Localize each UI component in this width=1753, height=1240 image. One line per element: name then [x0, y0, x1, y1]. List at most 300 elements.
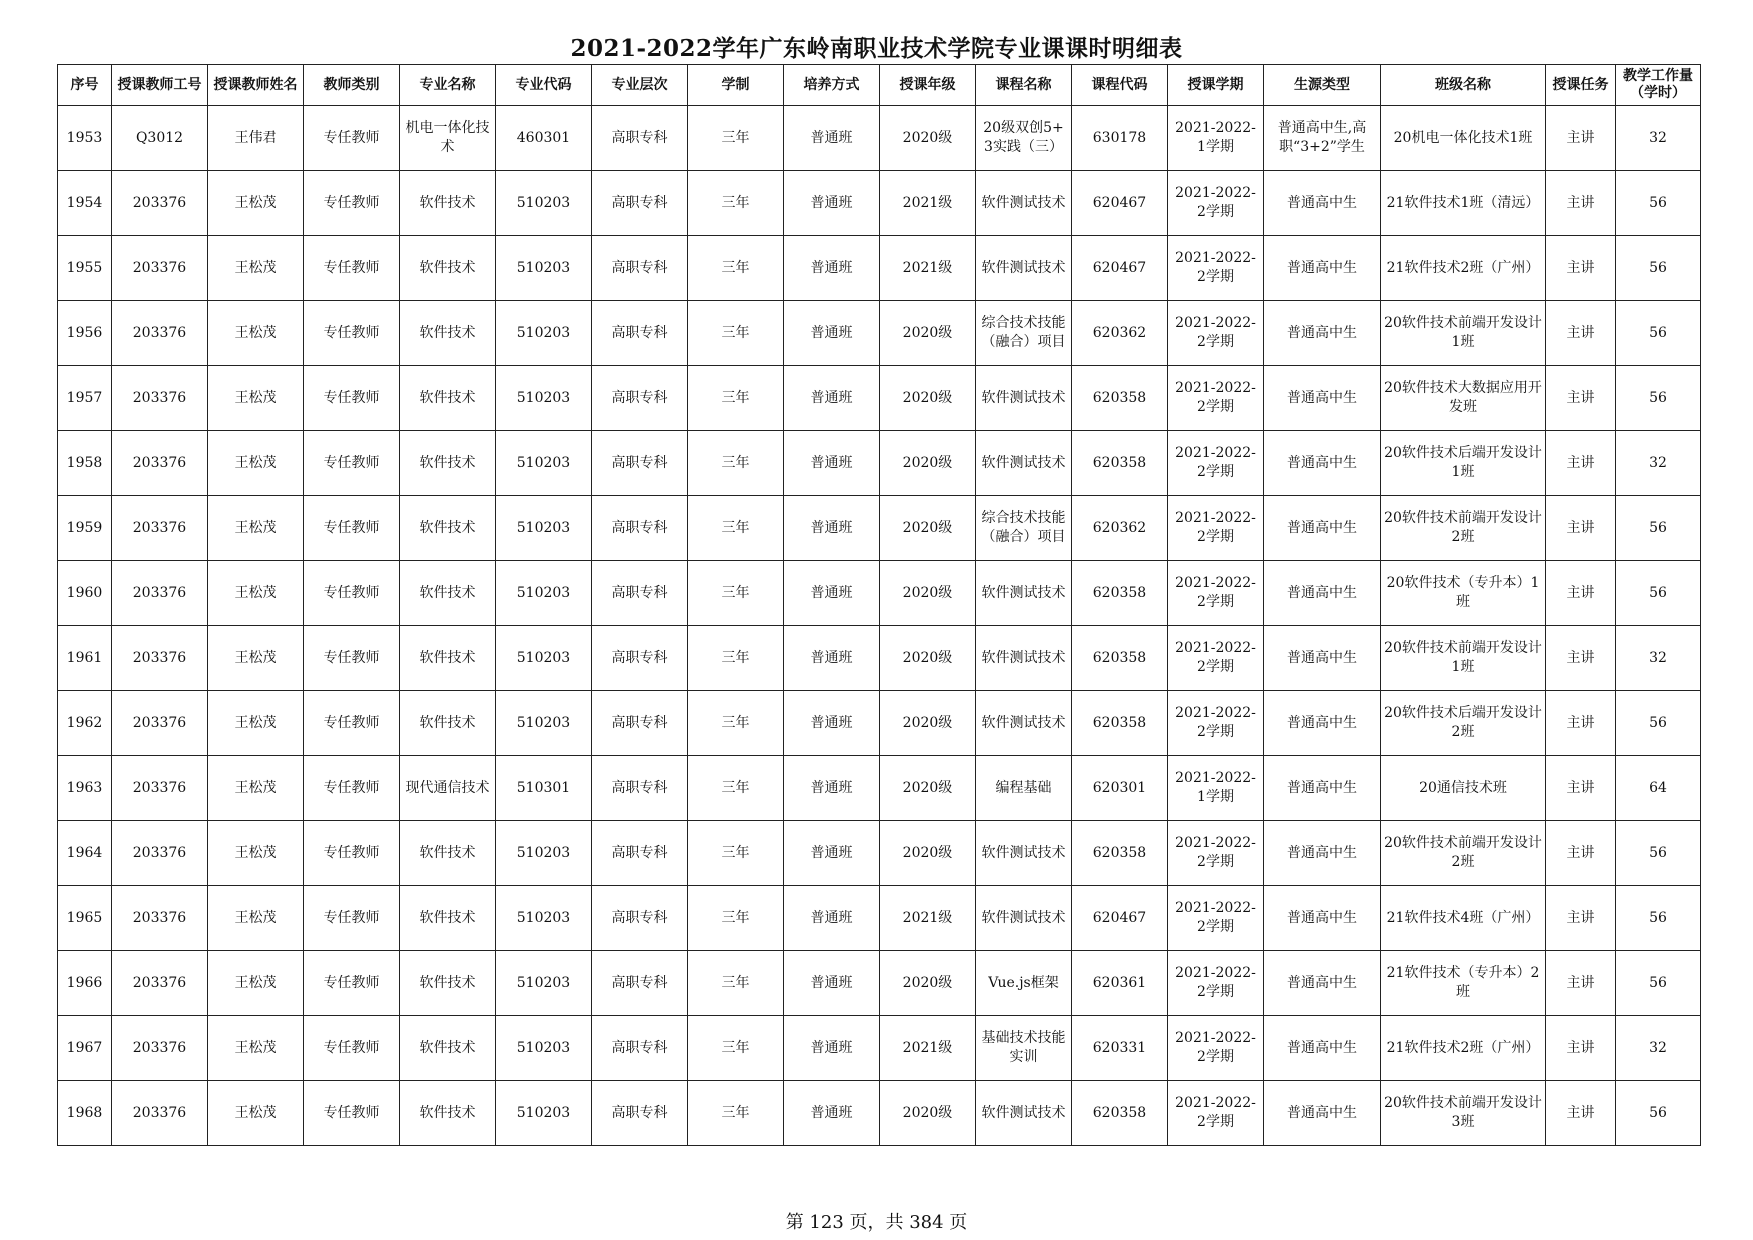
table-cell: 2020级 — [880, 1081, 976, 1146]
table-cell: 专任教师 — [304, 106, 400, 171]
table-cell: 2020级 — [880, 691, 976, 756]
table-cell: 专任教师 — [304, 886, 400, 951]
table-cell: 普通班 — [784, 106, 880, 171]
table-cell: 高职专科 — [592, 1081, 688, 1146]
table-cell: 主讲 — [1546, 171, 1616, 236]
table-cell: 510203 — [496, 691, 592, 756]
table-cell: 56 — [1616, 301, 1701, 366]
table-cell: 专任教师 — [304, 496, 400, 561]
table-cell: 1968 — [58, 1081, 112, 1146]
table-cell: 专任教师 — [304, 626, 400, 691]
table-cell: Vue.js框架 — [976, 951, 1072, 1016]
table-cell: 普通高中生 — [1264, 886, 1381, 951]
table-cell: 王松茂 — [208, 1081, 304, 1146]
table-row — [58, 171, 1701, 236]
table-cell: 软件技术 — [400, 496, 496, 561]
table-cell: 510203 — [496, 626, 592, 691]
table-cell: 203376 — [112, 496, 208, 561]
table-cell: 630178 — [1072, 106, 1168, 171]
table-cell: 现代通信技术 — [400, 756, 496, 821]
table-cell: 20软件技术后端开发设计2班 — [1381, 691, 1546, 756]
table-cell: 203376 — [112, 431, 208, 496]
table-cell: 三年 — [688, 236, 784, 301]
table-cell: 软件技术 — [400, 1081, 496, 1146]
table-cell: 2021-2022-2学期 — [1168, 236, 1264, 301]
table-cell: 专任教师 — [304, 431, 400, 496]
table-cell: 综合技术技能（融合）项目 — [976, 301, 1072, 366]
table-row — [58, 691, 1701, 756]
table-cell: 软件测试技术 — [976, 366, 1072, 431]
table-cell: 软件技术 — [400, 561, 496, 626]
table-cell: 高职专科 — [592, 561, 688, 626]
table-cell: 620358 — [1072, 561, 1168, 626]
table-cell: 普通高中生 — [1264, 756, 1381, 821]
table-cell: 三年 — [688, 561, 784, 626]
table-cell: 普通班 — [784, 1016, 880, 1081]
table-cell: 2021-2022-2学期 — [1168, 1016, 1264, 1081]
table-cell: 高职专科 — [592, 886, 688, 951]
table-cell: 高职专科 — [592, 171, 688, 236]
table-cell: 高职专科 — [592, 301, 688, 366]
table-cell: 510203 — [496, 951, 592, 1016]
table-cell: 普通高中生 — [1264, 366, 1381, 431]
table-row — [58, 366, 1701, 431]
table-cell: 主讲 — [1546, 431, 1616, 496]
table-cell: 王松茂 — [208, 691, 304, 756]
column-header: 班级名称 — [1381, 65, 1546, 106]
table-cell: 20软件技术前端开发设计1班 — [1381, 626, 1546, 691]
page-title: 2021-2022学年广东岭南职业技术学院专业课课时明细表 — [570, 35, 1183, 62]
table-cell: 620358 — [1072, 691, 1168, 756]
table-row — [58, 1081, 1701, 1146]
table-cell: 高职专科 — [592, 431, 688, 496]
table-cell: 王松茂 — [208, 626, 304, 691]
table-cell: 三年 — [688, 171, 784, 236]
table-cell: 软件技术 — [400, 301, 496, 366]
table-cell: 510203 — [496, 561, 592, 626]
table-cell: 普通高中生 — [1264, 1081, 1381, 1146]
table-cell: 20机电一体化技术1班 — [1381, 106, 1546, 171]
table-cell: 普通班 — [784, 821, 880, 886]
table-cell: 510203 — [496, 821, 592, 886]
table-cell: 203376 — [112, 561, 208, 626]
table-cell: 203376 — [112, 236, 208, 301]
column-header: 序号 — [58, 65, 112, 106]
table-cell: 普通班 — [784, 171, 880, 236]
table-cell: 三年 — [688, 1016, 784, 1081]
table-cell: 203376 — [112, 1016, 208, 1081]
table-cell: 王伟君 — [208, 106, 304, 171]
table-cell: 软件测试技术 — [976, 886, 1072, 951]
table-cell: 专任教师 — [304, 301, 400, 366]
table-cell: 2021-2022-1学期 — [1168, 756, 1264, 821]
table-cell: 1957 — [58, 366, 112, 431]
table-cell: 王松茂 — [208, 236, 304, 301]
table-cell: 高职专科 — [592, 366, 688, 431]
table-cell: 620358 — [1072, 366, 1168, 431]
table-cell: 普通高中生 — [1264, 236, 1381, 301]
table-cell: 高职专科 — [592, 236, 688, 301]
table-cell: 203376 — [112, 886, 208, 951]
table-row — [58, 886, 1701, 951]
table-cell: 20软件技术前端开发设计2班 — [1381, 496, 1546, 561]
table-cell: 21软件技术2班（广州） — [1381, 236, 1546, 301]
table-cell: 普通班 — [784, 886, 880, 951]
table-cell: 20软件技术前端开发设计3班 — [1381, 1081, 1546, 1146]
table-cell: 软件测试技术 — [976, 236, 1072, 301]
column-header: 生源类型 — [1264, 65, 1381, 106]
table-cell: 高职专科 — [592, 496, 688, 561]
table-cell: 2021级 — [880, 1016, 976, 1081]
table-cell: 普通高中生 — [1264, 626, 1381, 691]
table-cell: 2021-2022-2学期 — [1168, 301, 1264, 366]
table-cell: 软件测试技术 — [976, 561, 1072, 626]
table-cell: 主讲 — [1546, 886, 1616, 951]
table-cell: 软件技术 — [400, 886, 496, 951]
table-cell: 2020级 — [880, 106, 976, 171]
table-cell: 32 — [1616, 106, 1701, 171]
table-cell: 510203 — [496, 301, 592, 366]
table-cell: 510203 — [496, 496, 592, 561]
table-cell: 2021-2022-2学期 — [1168, 171, 1264, 236]
table-cell: 21软件技术2班（广州） — [1381, 1016, 1546, 1081]
table-cell: 主讲 — [1546, 951, 1616, 1016]
table-cell: Q3012 — [112, 106, 208, 171]
table-cell: 203376 — [112, 821, 208, 886]
table-cell: 1965 — [58, 886, 112, 951]
table-cell: 专任教师 — [304, 756, 400, 821]
table-cell: 普通高中生,高职“3+2”学生 — [1264, 106, 1381, 171]
table-cell: 软件测试技术 — [976, 626, 1072, 691]
table-cell: 21软件技术1班（清远） — [1381, 171, 1546, 236]
table-cell: 620358 — [1072, 821, 1168, 886]
table-cell: 1960 — [58, 561, 112, 626]
table-cell: 620361 — [1072, 951, 1168, 1016]
table-cell: 203376 — [112, 1081, 208, 1146]
table-row — [58, 1016, 1701, 1081]
table-cell: 主讲 — [1546, 1081, 1616, 1146]
table-cell: 普通班 — [784, 236, 880, 301]
table-cell: 56 — [1616, 366, 1701, 431]
table-cell: 普通高中生 — [1264, 821, 1381, 886]
table-cell: 三年 — [688, 431, 784, 496]
table-cell: 510301 — [496, 756, 592, 821]
table-cell: 32 — [1616, 431, 1701, 496]
table-row — [58, 821, 1701, 886]
table-cell: 普通班 — [784, 951, 880, 1016]
table-cell: 专任教师 — [304, 366, 400, 431]
column-header: 授课教师工号 — [112, 65, 208, 106]
table-cell: 2021级 — [880, 886, 976, 951]
table-cell: 软件技术 — [400, 626, 496, 691]
table-cell: 2020级 — [880, 301, 976, 366]
column-header: 学制 — [688, 65, 784, 106]
table-cell: 2021-2022-2学期 — [1168, 431, 1264, 496]
table-cell: 三年 — [688, 756, 784, 821]
table-cell: 1966 — [58, 951, 112, 1016]
table-row — [58, 106, 1701, 171]
table-cell: 软件测试技术 — [976, 1081, 1072, 1146]
table-cell: 203376 — [112, 691, 208, 756]
table-cell: 普通班 — [784, 626, 880, 691]
table-cell: 20软件技术前端开发设计1班 — [1381, 301, 1546, 366]
table-cell: 高职专科 — [592, 1016, 688, 1081]
table-cell: 203376 — [112, 951, 208, 1016]
table-cell: 32 — [1616, 1016, 1701, 1081]
table-cell: 2021-2022-2学期 — [1168, 886, 1264, 951]
table-cell: 2021-2022-2学期 — [1168, 496, 1264, 561]
table-cell: 1956 — [58, 301, 112, 366]
table-cell: 1958 — [58, 431, 112, 496]
column-header: 专业层次 — [592, 65, 688, 106]
table-cell: 高职专科 — [592, 756, 688, 821]
page-number: 第 123 页，共 384 页 — [785, 1212, 968, 1233]
table-cell: 高职专科 — [592, 951, 688, 1016]
table-cell: 64 — [1616, 756, 1701, 821]
table-cell: 20通信技术班 — [1381, 756, 1546, 821]
table-cell: 20软件技术前端开发设计2班 — [1381, 821, 1546, 886]
table-cell: 王松茂 — [208, 366, 304, 431]
table-cell: 620467 — [1072, 171, 1168, 236]
table-cell: 620358 — [1072, 626, 1168, 691]
table-cell: 620301 — [1072, 756, 1168, 821]
table-cell: 王松茂 — [208, 431, 304, 496]
table-cell: 高职专科 — [592, 626, 688, 691]
table-cell: 56 — [1616, 691, 1701, 756]
table-cell: 2020级 — [880, 431, 976, 496]
table-cell: 56 — [1616, 171, 1701, 236]
table-cell: 主讲 — [1546, 1016, 1616, 1081]
table-cell: 王松茂 — [208, 496, 304, 561]
column-header: 课程名称 — [976, 65, 1072, 106]
table-cell: 510203 — [496, 431, 592, 496]
table-cell: 王松茂 — [208, 756, 304, 821]
table-cell: 56 — [1616, 496, 1701, 561]
table-row — [58, 496, 1701, 561]
table-cell: 软件技术 — [400, 691, 496, 756]
table-cell: 510203 — [496, 236, 592, 301]
table-header-row — [58, 65, 1701, 106]
table-cell: 三年 — [688, 626, 784, 691]
table-cell: 主讲 — [1546, 691, 1616, 756]
table-cell: 510203 — [496, 366, 592, 431]
table-cell: 高职专科 — [592, 691, 688, 756]
table-cell: 专任教师 — [304, 951, 400, 1016]
table-cell: 1964 — [58, 821, 112, 886]
column-header: 专业代码 — [496, 65, 592, 106]
table-cell: 20级双创5+3实践（三） — [976, 106, 1072, 171]
table-cell: 普通班 — [784, 366, 880, 431]
table-cell: 王松茂 — [208, 886, 304, 951]
table-cell: 三年 — [688, 1081, 784, 1146]
table-cell: 510203 — [496, 886, 592, 951]
table-cell: 三年 — [688, 301, 784, 366]
table-cell: 软件技术 — [400, 366, 496, 431]
table-cell: 普通高中生 — [1264, 496, 1381, 561]
table-cell: 专任教师 — [304, 171, 400, 236]
table-cell: 2021-2022-2学期 — [1168, 951, 1264, 1016]
table-cell: 王松茂 — [208, 561, 304, 626]
table-cell: 王松茂 — [208, 951, 304, 1016]
table-cell: 2021-2022-2学期 — [1168, 1081, 1264, 1146]
table-cell: 软件技术 — [400, 236, 496, 301]
table-cell: 620358 — [1072, 1081, 1168, 1146]
table-cell: 软件测试技术 — [976, 691, 1072, 756]
table-cell: 普通班 — [784, 691, 880, 756]
table-cell: 203376 — [112, 301, 208, 366]
table-cell: 510203 — [496, 1081, 592, 1146]
table-cell: 主讲 — [1546, 821, 1616, 886]
column-header: 授课教师姓名 — [208, 65, 304, 106]
table-cell: 2020级 — [880, 951, 976, 1016]
table-cell: 普通高中生 — [1264, 431, 1381, 496]
column-header: 授课学期 — [1168, 65, 1264, 106]
table-cell: 普通班 — [784, 496, 880, 561]
table-cell: 56 — [1616, 236, 1701, 301]
table-cell: 主讲 — [1546, 561, 1616, 626]
table-cell: 主讲 — [1546, 236, 1616, 301]
table-cell: 203376 — [112, 756, 208, 821]
table-cell: 软件测试技术 — [976, 431, 1072, 496]
table-cell: 2021级 — [880, 171, 976, 236]
table-row — [58, 561, 1701, 626]
table-cell: 1954 — [58, 171, 112, 236]
course-hours-table — [57, 64, 1701, 1146]
table-cell: 王松茂 — [208, 301, 304, 366]
table-cell: 2020级 — [880, 756, 976, 821]
table-cell: 620362 — [1072, 496, 1168, 561]
table-cell: 普通高中生 — [1264, 1016, 1381, 1081]
table-cell: 56 — [1616, 951, 1701, 1016]
table-cell: 620362 — [1072, 301, 1168, 366]
column-header: 教师类别 — [304, 65, 400, 106]
table-cell: 1959 — [58, 496, 112, 561]
table-cell: 三年 — [688, 821, 784, 886]
table-cell: 2021-2022-2学期 — [1168, 626, 1264, 691]
table-cell: 主讲 — [1546, 106, 1616, 171]
table-cell: 普通高中生 — [1264, 691, 1381, 756]
table-cell: 专任教师 — [304, 691, 400, 756]
table-cell: 专任教师 — [304, 1016, 400, 1081]
table-cell: 普通班 — [784, 431, 880, 496]
table-cell: 510203 — [496, 171, 592, 236]
table-row — [58, 626, 1701, 691]
column-header: 课程代码 — [1072, 65, 1168, 106]
table-cell: 主讲 — [1546, 301, 1616, 366]
table-cell: 2020级 — [880, 626, 976, 691]
table-cell: 2021级 — [880, 236, 976, 301]
table-cell: 普通高中生 — [1264, 301, 1381, 366]
table-cell: 2021-2022-2学期 — [1168, 561, 1264, 626]
table-cell: 32 — [1616, 626, 1701, 691]
table-cell: 56 — [1616, 1081, 1701, 1146]
table-cell: 203376 — [112, 366, 208, 431]
table-cell: 21软件技术（专升本）2班 — [1381, 951, 1546, 1016]
table-cell: 普通高中生 — [1264, 561, 1381, 626]
table-row — [58, 301, 1701, 366]
table-cell: 专任教师 — [304, 561, 400, 626]
table-cell: 21软件技术4班（广州） — [1381, 886, 1546, 951]
column-header: 授课任务 — [1546, 65, 1616, 106]
table-cell: 基础技术技能实训 — [976, 1016, 1072, 1081]
table-cell: 高职专科 — [592, 821, 688, 886]
column-header: 授课年级 — [880, 65, 976, 106]
table-cell: 460301 — [496, 106, 592, 171]
table-cell: 综合技术技能（融合）项目 — [976, 496, 1072, 561]
table-cell: 软件技术 — [400, 171, 496, 236]
table-cell: 机电一体化技术 — [400, 106, 496, 171]
table-cell: 主讲 — [1546, 496, 1616, 561]
table-cell: 软件技术 — [400, 951, 496, 1016]
table-cell: 2021-2022-1学期 — [1168, 106, 1264, 171]
table-cell: 普通高中生 — [1264, 171, 1381, 236]
table-cell: 专任教师 — [304, 1081, 400, 1146]
table-cell: 203376 — [112, 626, 208, 691]
table-cell: 1967 — [58, 1016, 112, 1081]
table-cell: 专任教师 — [304, 821, 400, 886]
table-cell: 620467 — [1072, 236, 1168, 301]
table-cell: 620358 — [1072, 431, 1168, 496]
table-cell: 56 — [1616, 821, 1701, 886]
table-cell: 三年 — [688, 691, 784, 756]
table-cell: 1963 — [58, 756, 112, 821]
table-cell: 普通高中生 — [1264, 951, 1381, 1016]
column-header: 教学工作量（学时） — [1616, 65, 1701, 106]
table-cell: 2021-2022-2学期 — [1168, 366, 1264, 431]
table-cell: 编程基础 — [976, 756, 1072, 821]
table-cell: 20软件技术（专升本）1班 — [1381, 561, 1546, 626]
table-cell: 20软件技术大数据应用开发班 — [1381, 366, 1546, 431]
column-header: 培养方式 — [784, 65, 880, 106]
table-row — [58, 756, 1701, 821]
table-cell: 2021-2022-2学期 — [1168, 821, 1264, 886]
table-cell: 2020级 — [880, 496, 976, 561]
table-cell: 高职专科 — [592, 106, 688, 171]
table-cell: 203376 — [112, 171, 208, 236]
table-cell: 软件测试技术 — [976, 171, 1072, 236]
table-cell: 王松茂 — [208, 821, 304, 886]
table-cell: 王松茂 — [208, 1016, 304, 1081]
table-cell: 三年 — [688, 106, 784, 171]
table-cell: 1955 — [58, 236, 112, 301]
table-cell: 1953 — [58, 106, 112, 171]
column-header: 专业名称 — [400, 65, 496, 106]
table-cell: 2020级 — [880, 561, 976, 626]
table-cell: 软件技术 — [400, 431, 496, 496]
table-row — [58, 431, 1701, 496]
table-cell: 主讲 — [1546, 366, 1616, 431]
table-cell: 三年 — [688, 886, 784, 951]
table-cell: 三年 — [688, 951, 784, 1016]
table-cell: 620467 — [1072, 886, 1168, 951]
table-cell: 1961 — [58, 626, 112, 691]
table-row — [58, 951, 1701, 1016]
table-cell: 2020级 — [880, 821, 976, 886]
table-cell: 2020级 — [880, 366, 976, 431]
table-cell: 普通班 — [784, 756, 880, 821]
table-cell: 普通班 — [784, 301, 880, 366]
table-cell: 王松茂 — [208, 171, 304, 236]
table-cell: 56 — [1616, 886, 1701, 951]
table-cell: 620331 — [1072, 1016, 1168, 1081]
table-cell: 20软件技术后端开发设计1班 — [1381, 431, 1546, 496]
table-cell: 普通班 — [784, 1081, 880, 1146]
table-cell: 软件技术 — [400, 1016, 496, 1081]
table-cell: 专任教师 — [304, 236, 400, 301]
table-row — [58, 236, 1701, 301]
table-cell: 1962 — [58, 691, 112, 756]
table-cell: 三年 — [688, 366, 784, 431]
